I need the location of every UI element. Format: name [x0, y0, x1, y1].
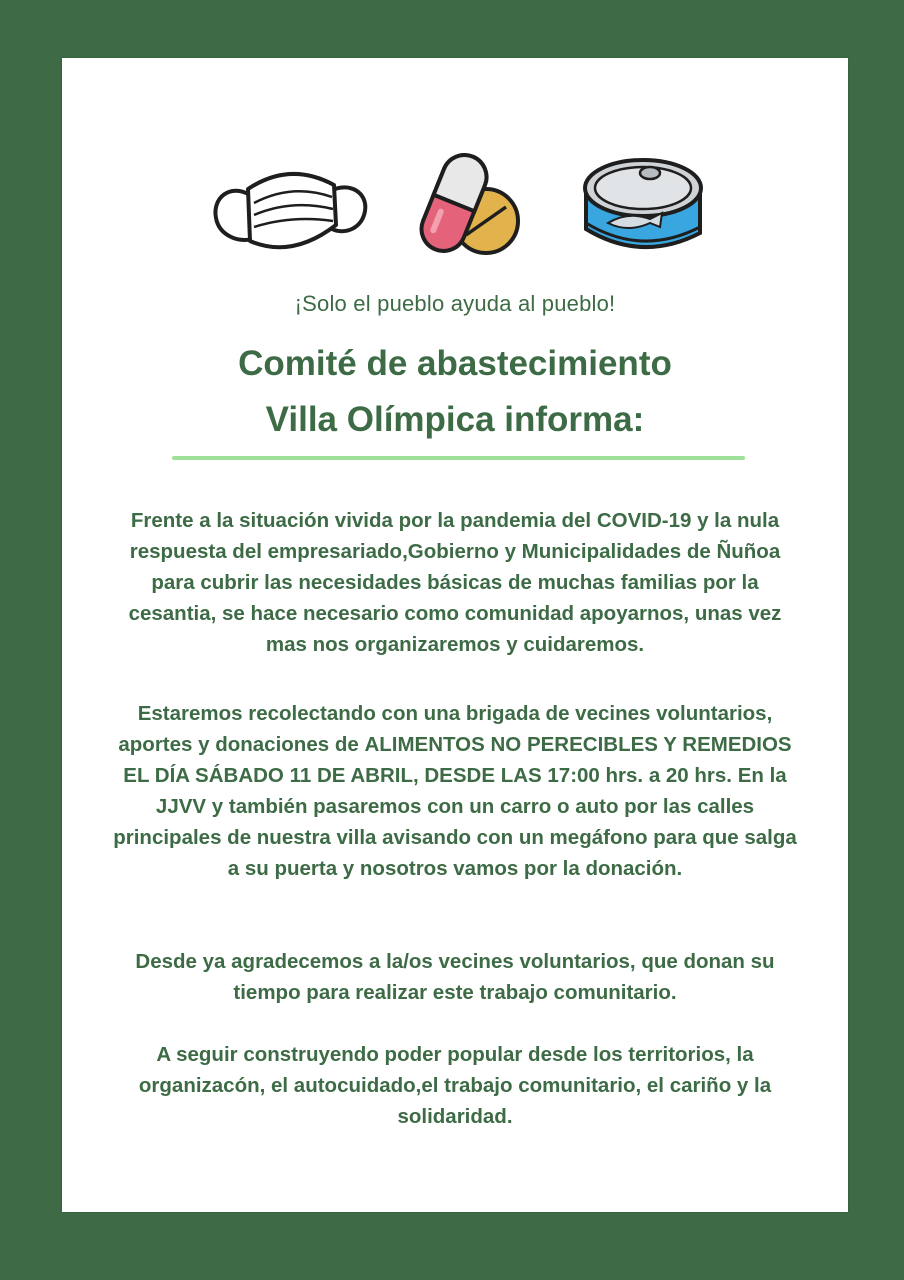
paragraph-collection: [110, 698, 800, 884]
paragraph-thanks: Desde ya agradecemos a la/os vecines voluntarios, que donan su tiempo para realizar este trabajo comunitario.: [135, 950, 775, 1004]
paragraph-intro-text-1: Frente a la situación vivida por la pandemia del: [130, 509, 597, 532]
paragraph-collection-bold: ALIMENTOS NO PERECIBLES Y REMEDIOS EL DÍA SÁBADO 11 DE ABRIL, DESDE LAS 17:00 hrs. a 20 hrs. En la JJVV: [123, 733, 792, 818]
title-line-2: Villa Olímpica informa:: [265, 400, 645, 439]
paragraph-intro: [110, 505, 800, 660]
paragraph-intro-bold: COVID-19: [596, 509, 692, 532]
page-title: [62, 336, 848, 448]
face-mask-icon: [210, 163, 370, 258]
title-line-1: Comité de abastecimiento: [238, 344, 672, 383]
flyer-paper: [62, 58, 848, 1212]
paragraph-collection-text-2: y también pasaremos con un carro o auto por las calles principales de nuestra villa avisando con un megáfono para que salga a su puerta y nosotros vamos por la donación.: [113, 795, 797, 880]
divider: [172, 456, 745, 460]
paragraph-collection-text-1: Estaremos recolectando con una brigada de vecines voluntarios, aportes y donaciones de: [118, 702, 773, 756]
paragraph-intro-text-2: y la nula respuesta del empresariado,Gobierno y Municipalidades de Ñuñoa para cubrir las necesidades básicas de muchas familias por la cesantia, se hace necesario como comunidad apoyarnos, unas vez mas nos organizaremos y cuidaremos.: [128, 509, 782, 656]
paragraph-closing: A seguir construyendo poder popular desde los territorios, la organizacón, el autocuidado,el trabajo comunitario, el cariño y la solidaridad.: [138, 1043, 772, 1128]
slogan: ¡Solo el pueblo ayuda al pueblo!: [294, 291, 616, 316]
tuna-can-icon: [578, 153, 708, 263]
pill-capsule-icon: [414, 143, 524, 268]
